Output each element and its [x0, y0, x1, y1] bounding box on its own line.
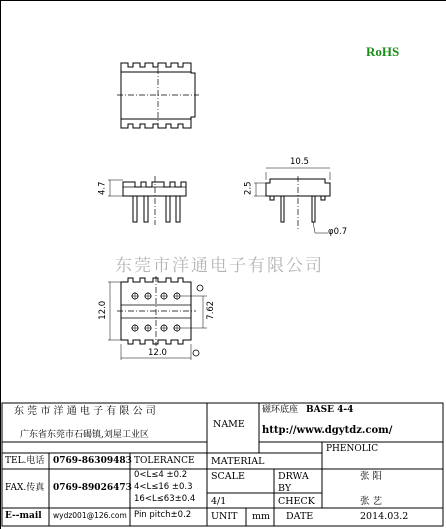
drawn-by-label-1: DRWA	[278, 471, 309, 482]
name-label: NAME	[213, 419, 245, 430]
dim-end-height: 2.5	[243, 181, 254, 196]
tolerance-row-1: 0<L≤4 ±0.2	[134, 470, 188, 480]
tel-value: 0769-86309483	[53, 456, 132, 466]
dim-bottom-height: 12.0	[98, 300, 109, 320]
check-label: CHECK	[278, 496, 315, 507]
dim-side-height: 4.7	[97, 181, 108, 196]
dim-bottom-width: 12.0	[148, 348, 167, 358]
checked-by-value: 张 艺	[360, 496, 383, 507]
unit-value: mm	[252, 511, 271, 522]
tolerance-row-2: 4<L≤16 ±0.3	[134, 482, 193, 492]
material-value: PHENOLIC	[326, 444, 379, 454]
tolerance-row-3: 16<L≤63±0.4	[134, 494, 196, 504]
watermark: 东莞市洋通电子有限公司	[115, 256, 324, 276]
tolerance-label: TOLERANCE	[134, 456, 195, 466]
company-address: 广东省东莞市石碣镇,刘屋工业区	[20, 430, 149, 440]
rohs-badge: RoHS	[366, 44, 400, 59]
date-label: DATE	[286, 511, 314, 522]
product-name: 磁环底座	[262, 405, 299, 415]
dim-bottom-pitch: 7.62	[206, 300, 217, 320]
fax-label: FAX.传真	[5, 483, 45, 493]
website-link[interactable]: http://www.dgytdz.com/	[262, 425, 393, 436]
side-view	[108, 176, 186, 225]
dim-end-width: 10.5	[290, 157, 309, 167]
drawn-by-label-2: BY	[278, 483, 292, 494]
fax-value: 0769-89026473	[53, 483, 132, 493]
scale-label: SCALE	[211, 471, 245, 482]
dim-pin-diameter: φ0.7	[328, 227, 348, 237]
end-view	[254, 168, 330, 233]
material-label: MATERIAL	[211, 456, 265, 467]
top-view	[117, 63, 199, 128]
email-label: E--mail	[5, 511, 42, 521]
date-value: 2014.03.2	[360, 511, 409, 522]
drawn-by-value: 张 阳	[360, 471, 383, 482]
tel-label: TEL.电话	[5, 456, 45, 466]
product-code: BASE 4-4	[306, 405, 354, 415]
scale-value: 4/1	[211, 496, 227, 507]
company-name: 东 莞 市 洋 通 电 子 有 限 公 司	[14, 406, 156, 417]
email-value[interactable]: wydz001@126.com	[53, 511, 127, 520]
tolerance-row-4: Pin pitch±0.2	[134, 510, 192, 520]
unit-label: UNIT	[211, 511, 238, 522]
